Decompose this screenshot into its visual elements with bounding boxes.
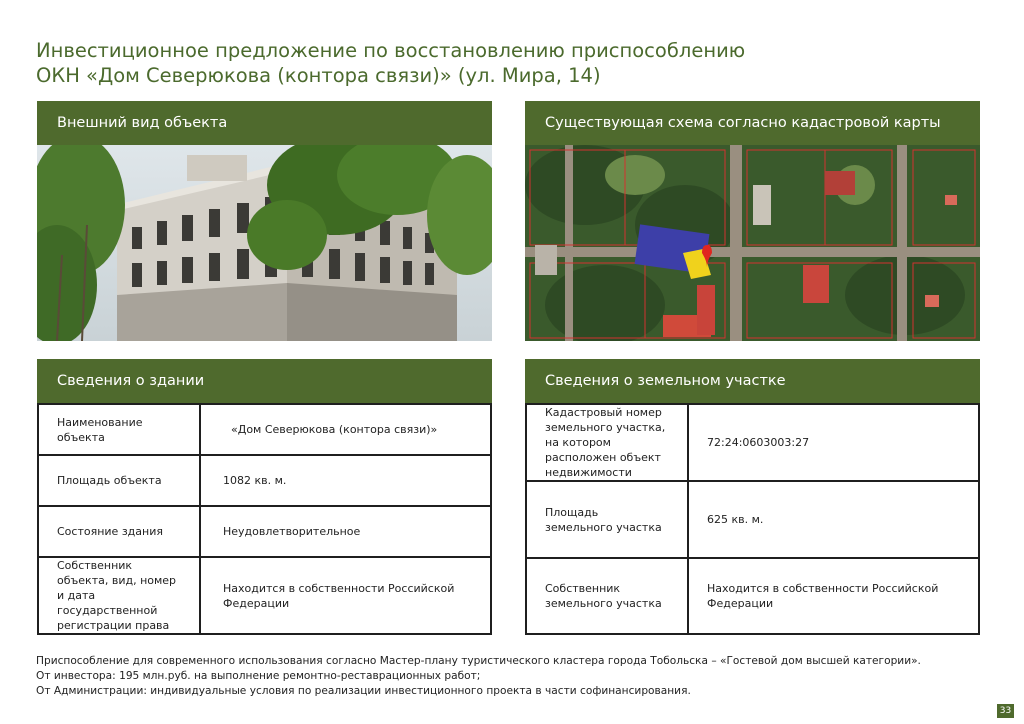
building-row-label: Площадь объекта [38, 455, 200, 506]
land-row-value: 72:24:0603003:27 [688, 404, 979, 481]
land-row-value: Находится в собственности Российской Федерации [688, 558, 979, 634]
table-row [526, 558, 979, 634]
land-row-label: Площадь земельного участка [526, 481, 688, 558]
footnotes [36, 654, 996, 699]
footnote-line-2: От инвестора: 195 млн.руб. на выполнение ремонтно-реставрационных работ; [36, 670, 481, 682]
table-row [526, 404, 979, 481]
building-info-heading: Сведения о здании [37, 359, 492, 403]
page-number-badge: 33 [997, 704, 1014, 718]
building-row-label: Собственник объекта, вид, номер и дата государственной регистрации права [38, 557, 200, 634]
title-line-1: Инвестиционное предложение по восстановлению приспособлению [36, 39, 746, 62]
building-row-label: Наименование объекта [38, 404, 200, 455]
satellite-map [525, 145, 980, 341]
land-row-value: 625 кв. м. [688, 481, 979, 558]
building-row-value: Неудовлетворительное [200, 506, 491, 557]
building-row-value: «Дом Северюкова (контора связи)» [200, 404, 491, 455]
land-row-label: Кадастровый номер земельного участка, на котором расположен объект недвижимости [526, 404, 688, 481]
footnote-line-1: Приспособление для современного использования согласно Мастер-плану туристического кластера города Тобольска – «Гостевой дом высшей категории». [36, 655, 921, 667]
table-row [38, 557, 491, 634]
exterior-photo-panel [37, 101, 492, 341]
footnote-line-3: От Администрации: индивидуальные условия по реализации инвестиционного проекта в части софинансирования. [36, 685, 691, 697]
building-info-table [37, 403, 492, 635]
cadastral-map-image [525, 145, 980, 341]
building-row-value: Находится в собственности Российской Федерации [200, 557, 491, 634]
land-info-table [525, 403, 980, 635]
table-row [38, 404, 491, 455]
table-row [38, 455, 491, 506]
cadastral-map-heading: Существующая схема согласно кадастровой карты [525, 101, 980, 145]
building-exterior-photo [37, 145, 492, 341]
land-info-heading: Сведения о земельном участке [525, 359, 980, 403]
land-row-label: Собственник земельного участка [526, 558, 688, 634]
building-row-value: 1082 кв. м. [200, 455, 491, 506]
table-row [38, 506, 491, 557]
title-line-2: ОКН «Дом Северюкова (контора связи)» (ул. Мира, 14) [36, 64, 601, 87]
cadastral-map-panel [525, 101, 980, 341]
building-info-panel [37, 359, 492, 635]
building-exterior-image [37, 145, 492, 341]
page-title [36, 38, 936, 88]
land-info-panel [525, 359, 980, 635]
exterior-photo-heading: Внешний вид объекта [37, 101, 492, 145]
table-row [526, 481, 979, 558]
building-row-label: Состояние здания [38, 506, 200, 557]
